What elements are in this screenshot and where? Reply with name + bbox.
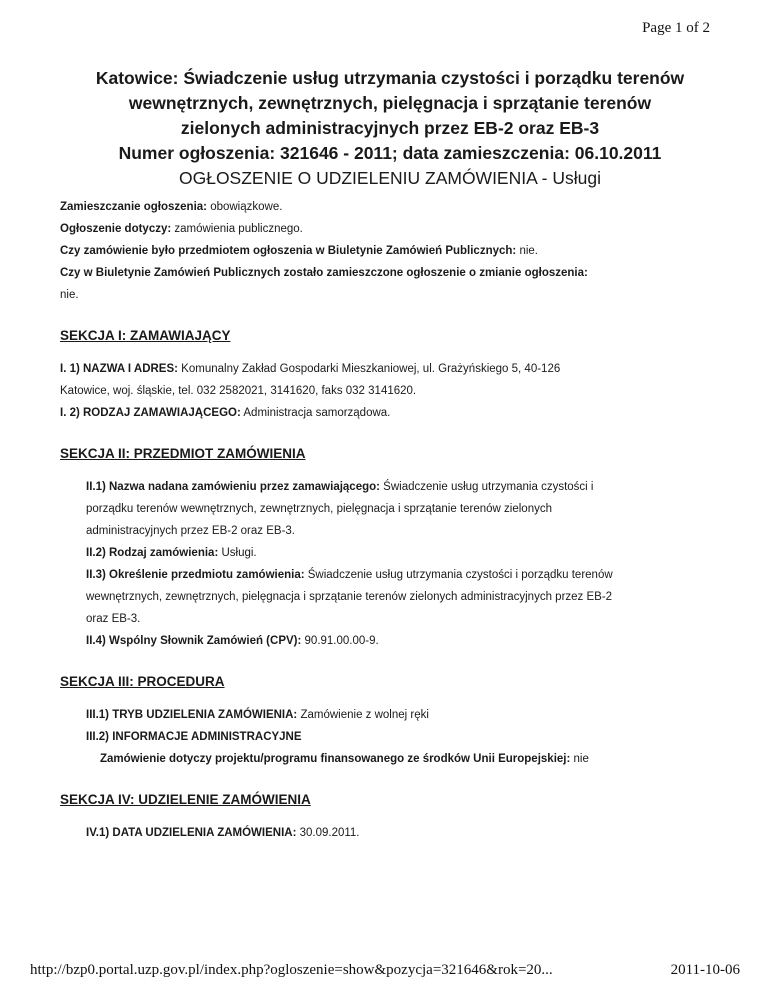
intro-field-4-value: nie. — [60, 289, 79, 301]
section-2-item-2: II.2) Rodzaj zamówienia: Usługi. — [86, 547, 257, 559]
print-footer — [30, 962, 740, 979]
intro-field-4: Czy w Biuletynie Zamówień Publicznych zostało zamieszczone ogłoszenie o zmianie ogłoszenia: — [60, 267, 588, 279]
footer-date: 2011-10-06 — [670, 962, 740, 978]
document-title — [60, 66, 720, 191]
section-4-heading: SEKCJA IV: UDZIELENIE ZAMÓWIENIA — [60, 792, 311, 807]
section-4-item-1: IV.1) DATA UDZIELENIA ZAMÓWIENIA: 30.09.2011. — [86, 827, 360, 839]
section-2-item-1-cont-a: porządku terenów wewnętrznych, zewnętrznych, pielęgnacja i sprzątanie terenów zielonych — [86, 503, 552, 515]
section-2-item-3-cont-a: wewnętrznych, zewnętrznych, pielęgnacja i sprzątanie terenów zielonych administracyjnych przez EB-2 — [86, 591, 613, 603]
section-2-heading: SEKCJA II: PRZEDMIOT ZAMÓWIENIA — [60, 446, 306, 461]
title-line-1: Katowice: Świadczenie usług utrzymania czystości i porządku terenów — [95, 68, 685, 88]
intro-field-3: Czy zamówienie było przedmiotem ogłoszenia w Biuletynie Zamówień Publicznych: nie. — [60, 245, 538, 257]
announcement-number: Numer ogłoszenia: 321646 - 2011; data zamieszczenia: 06.10.2011 — [118, 143, 662, 163]
section-1-name-address: I. 1) NAZWA I ADRES: Komunalny Zakład Gospodarki Mieszkaniowej, ul. Grażyńskiego 5, 40-126 — [60, 363, 561, 375]
section-2-item-1-cont-b: administracyjnych przez EB-2 oraz EB-3. — [86, 525, 295, 537]
footer-url: http://bzp0.portal.uzp.gov.pl/index.php?ogloszenie=show&pozycja=321646&rok=20... — [30, 962, 553, 978]
section-3-item-1: III.1) TRYB UDZIELENIA ZAMÓWIENIA: Zamówienie z wolnej ręki — [86, 709, 429, 721]
section-2-item-4: II.4) Wspólny Słownik Zamówień (CPV): 90.91.00.00-9. — [86, 635, 379, 647]
section-4-body — [60, 822, 710, 844]
section-2-item-1: II.1) Nazwa nadana zamówieniu przez zamawiającego: Świadczenie usług utrzymania czystości i — [86, 481, 594, 493]
intro-field-2: Ogłoszenie dotyczy: zamówienia publicznego. — [60, 223, 303, 235]
section-1-heading: SEKCJA I: ZAMAWIAJĄCY — [60, 328, 231, 343]
title-line-2: wewnętrznych, zewnętrznych, pielęgnacja i sprzątanie terenów — [128, 93, 652, 113]
section-2-item-3-cont-b: oraz EB-3. — [86, 613, 141, 625]
section-1-contracting-type: I. 2) RODZAJ ZAMAWIAJĄCEGO: Administracja samorządowa. — [60, 407, 391, 419]
title-line-3: zielonych administracyjnych przez EB-2 oraz EB-3 — [180, 118, 600, 138]
section-1-name-address-cont: Katowice, woj. śląskie, tel. 032 2582021, 3141620, faks 032 3141620. — [60, 385, 417, 397]
section-3-item-2: III.2) INFORMACJE ADMINISTRACYJNE — [86, 731, 302, 743]
section-2-item-3: II.3) Określenie przedmiotu zamówienia: Świadczenie usług utrzymania czystości i porządku terenów — [86, 569, 613, 581]
intro-field-1: Zamieszczanie ogłoszenia: obowiązkowe. — [60, 201, 283, 213]
page-number: Page 1 of 2 — [642, 20, 710, 36]
section-3-body — [60, 704, 710, 770]
section-2-body — [60, 476, 710, 652]
section-3-heading: SEKCJA III: PROCEDURA — [60, 674, 225, 689]
document-body — [60, 196, 710, 844]
section-3-eu-funding: Zamówienie dotyczy projektu/programu finansowanego ze środków Unii Europejskiej: nie — [100, 753, 589, 765]
announcement-type: OGŁOSZENIE O UDZIELENIU ZAMÓWIENIA - Usługi — [178, 168, 601, 188]
